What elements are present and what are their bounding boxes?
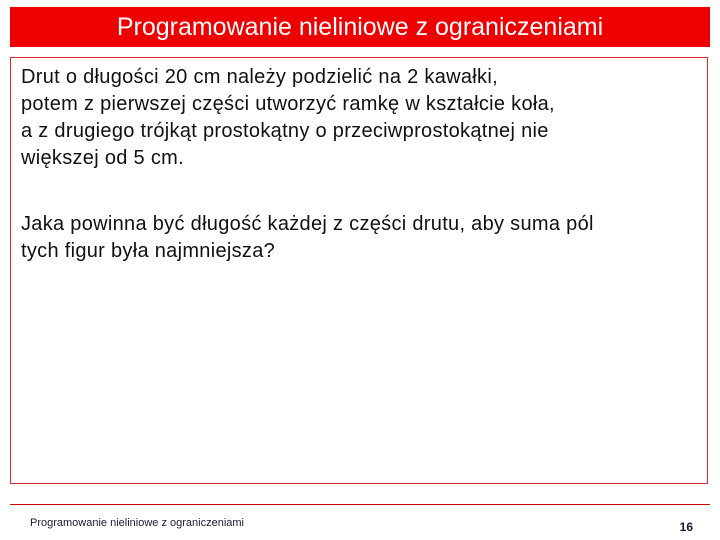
footer-title: Programowanie nieliniowe z ograniczeniami [30,517,244,529]
question-line: tych figur była najmniejsza? [21,240,276,262]
problem-line: a z drugiego trójkąt prostokątny o przeciwprostokątnej nie [21,120,549,142]
problem-line: większej od 5 cm. [21,147,184,169]
footer-divider [10,504,710,505]
problem-question [21,211,701,265]
problem-line: potem z pierwszej części utworzyć ramkę w kształcie koła, [21,93,555,115]
problem-statement [21,64,701,172]
page-number: 16 [679,520,693,534]
problem-line: Drut o długości 20 cm należy podzielić na 2 kawałki, [21,66,498,88]
slide-title: Programowanie nieliniowe z ograniczeniami [10,7,710,47]
question-line: Jaka powinna być długość każdej z części drutu, aby suma pól [21,213,594,235]
